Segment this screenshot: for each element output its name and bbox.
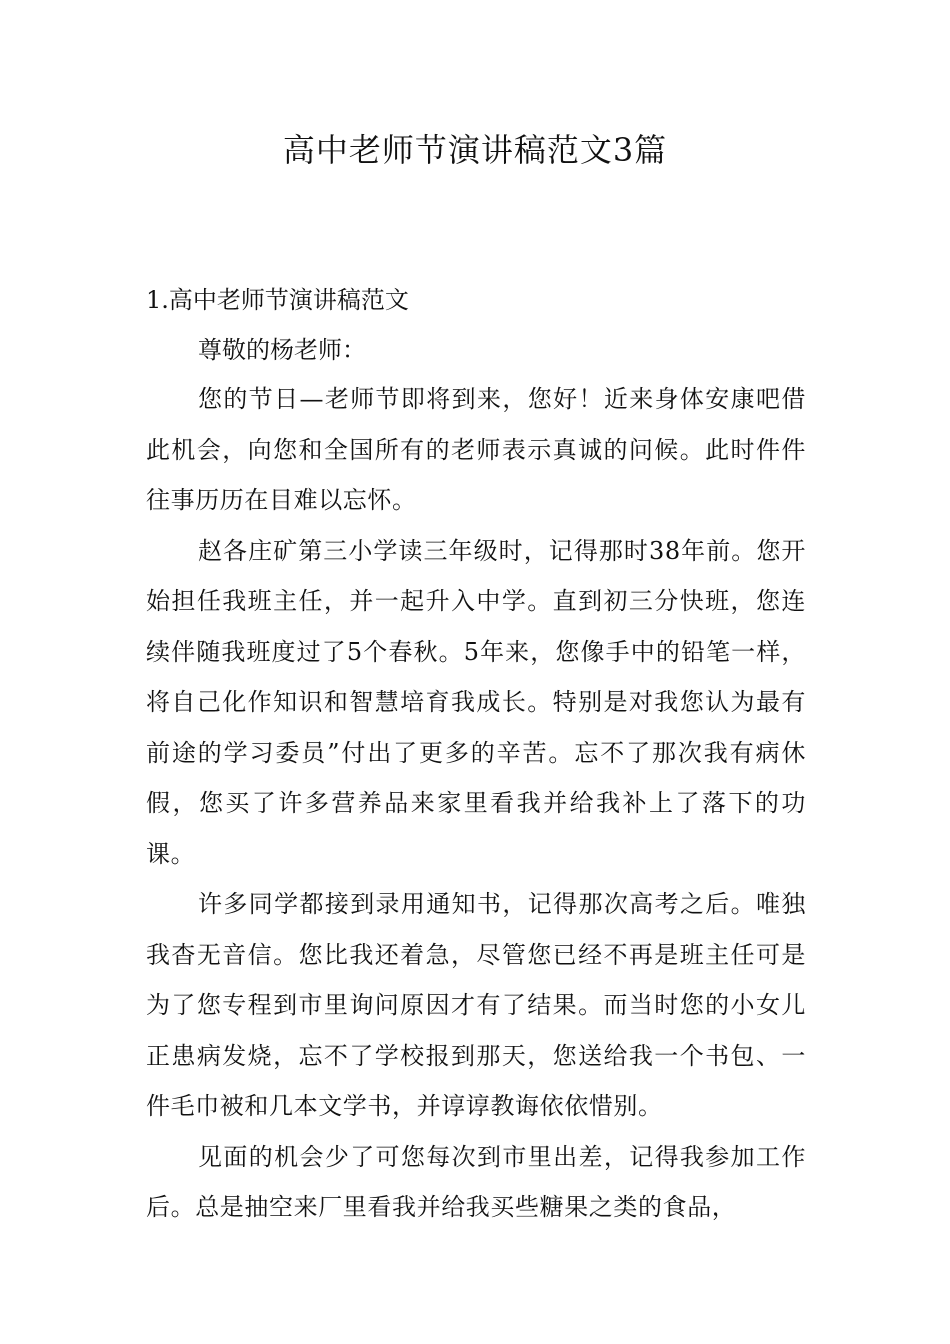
document-body (146, 330, 806, 1233)
paragraph: 您的节日—老师节即将到来，您好！近来身体安康吧借此机会，向您和全国所有的老师表示真诚的问候。此时件件往事历历在目难以忘怀。 (146, 385, 806, 514)
salutation: 尊敬的杨老师： (198, 336, 366, 364)
paragraph: 赵各庄矿第三小学读三年级时，记得那时38年前。您开始担任我班主任，并一起升入中学。直到初三分快班，您连续伴随我班度过了5个春秋。5年来，您像手中的铅笔一样，将自己化作知识和智慧培育我成长。特别是对我您认为最有前途的学习委员”付出了更多的辛苦。忘不了那次我有病休假，您买了许多营养品来家里看我并给我补上了落下的功课。 (146, 536, 806, 868)
section-heading: 1.高中老师节演讲稿范文 (146, 286, 409, 314)
paragraph: 见面的机会少了可您每次到市里出差，记得我参加工作后。总是抽空来厂里看我并给我买些糖果之类的食品， (146, 1142, 806, 1221)
document-title: 高中老师节演讲稿范文3篇 (282, 131, 668, 169)
paragraph: 许多同学都接到录用通知书，记得那次高考之后。唯独我杳无音信。您比我还着急，尽管您已经不再是班主任可是为了您专程到市里询问原因才有了结果。而当时您的小女儿正患病发烧，忘不了学校报到那天，您送给我一个书包、一件毛巾被和几本文学书，并谆谆教诲依依惜别。 (146, 890, 806, 1120)
